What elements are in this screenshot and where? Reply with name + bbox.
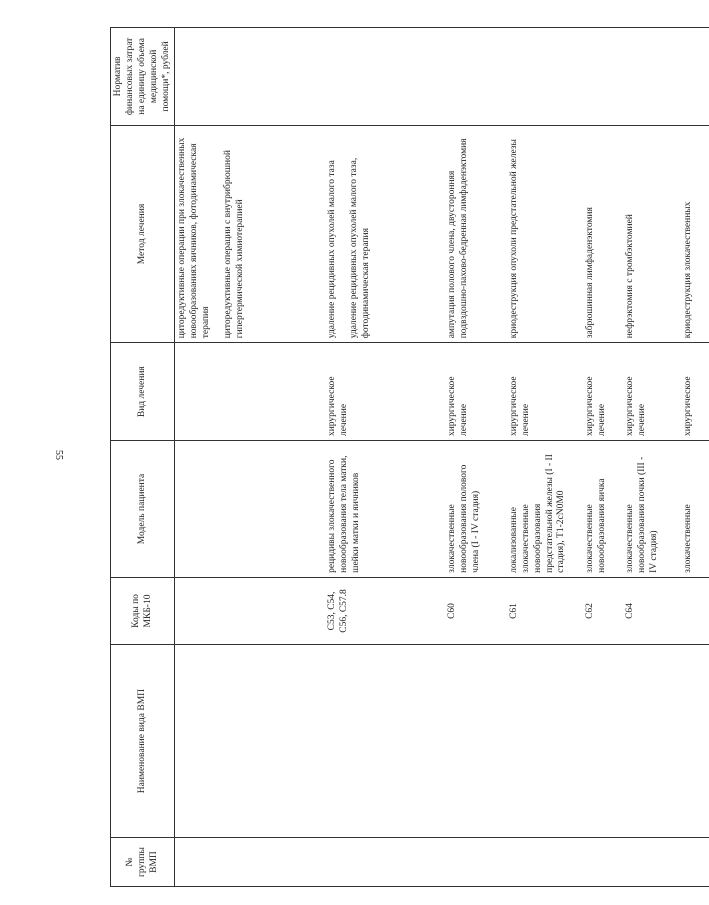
table-body: [175, 28, 709, 887]
cell-type: хирургическое лечение: [623, 343, 681, 441]
cell-norm: [325, 28, 445, 126]
cell-group: [325, 838, 445, 887]
method-item: циторедуктивные операции с внутрибрюшной гипертермической химиотерапией: [223, 150, 245, 339]
header-method: Метод лечения: [111, 125, 175, 342]
cell-name: [681, 645, 709, 838]
cell-name: [325, 645, 445, 838]
cell-type: хирургическое лечение: [507, 343, 583, 441]
cell-name: [445, 645, 507, 838]
cell-codes: C64: [623, 577, 681, 644]
table-row: [507, 28, 583, 887]
vmp-table: [110, 27, 709, 887]
cell-norm: [623, 28, 681, 126]
cell-method: [175, 125, 325, 342]
cell-codes: C53, C54, C56, C57.8: [325, 577, 445, 644]
table-row: [175, 28, 325, 887]
method-item: забрюшинная лимфаденэктомия: [584, 207, 595, 339]
cell-method: [507, 125, 583, 342]
page-number: 55: [53, 450, 64, 460]
cell-model: злокачественные: [681, 441, 709, 578]
cell-norm: [681, 28, 709, 126]
cell-name: [175, 645, 325, 838]
table-row: [583, 28, 623, 887]
rotated-table-container: [110, 27, 693, 887]
method-item: криодеструкция опухоли предстательной железы: [508, 139, 519, 339]
cell-method: [623, 125, 681, 342]
header-group: № группы ВМП: [111, 838, 175, 887]
method-item: нефрэктомия с тромбэктомией: [624, 214, 635, 339]
cell-group: [445, 838, 507, 887]
cell-model: злокачественные новообразования яичка: [583, 441, 623, 578]
cell-codes: C61: [507, 577, 583, 644]
cell-codes: [175, 577, 325, 644]
cell-codes: C60: [445, 577, 507, 644]
cell-group: [681, 838, 709, 887]
cell-method: [583, 125, 623, 342]
method-item: удаление рецидивных опухолей малого таза: [326, 160, 337, 339]
cell-type: хирургическое: [681, 343, 709, 441]
header-codes: Коды по МКБ-10: [111, 577, 175, 644]
method-item: криодеструкция злокачественных: [682, 201, 693, 339]
table-row: [445, 28, 507, 887]
method-item: ампутация полового члена, двусторонняя подвздошно-пахово-бедренная лимфаденэктомия: [446, 138, 469, 339]
header-name: Наименование вида ВМП: [111, 645, 175, 838]
cell-method: [325, 125, 445, 342]
cell-type: хирургическое лечение: [325, 343, 445, 441]
cell-model: злокачественные новообразования почки (III - IV стадия): [623, 441, 681, 578]
cell-codes: C62: [583, 577, 623, 644]
cell-norm: [507, 28, 583, 126]
header-model: Модель пациента: [111, 441, 175, 578]
cell-codes: [681, 577, 709, 644]
cell-name: [623, 645, 681, 838]
cell-group: [623, 838, 681, 887]
method-item: циторедуктивные операции при злокачественных новообразованиях яичников, фотодинамическая терапия: [177, 137, 212, 339]
header-row: [111, 28, 175, 887]
cell-group: [583, 838, 623, 887]
table-row: [623, 28, 681, 887]
cell-norm: [583, 28, 623, 126]
cell-name: [507, 645, 583, 838]
cell-type: [175, 343, 325, 441]
cell-type: хирургическое лечение: [583, 343, 623, 441]
cell-name: [583, 645, 623, 838]
cell-model: рецидивы злокачественного новообразования тела матки, шейки матки и яичников: [325, 441, 445, 578]
table-row: [325, 28, 445, 887]
header-norm: Норматив финансовых затрат на единицу объема медицинской помощи*, рублей: [111, 28, 175, 126]
cell-model: локализованные злокачественные новообразования предстательной железы (I - II стадия), T1-2cN0M0: [507, 441, 583, 578]
cell-group: [507, 838, 583, 887]
table-row: [681, 28, 709, 887]
method-item: удаление рецидивных опухолей малого таза, фотодинамическая терапия: [348, 157, 371, 339]
cell-model: злокачественные новообразования полового члена (I - IV стадия): [445, 441, 507, 578]
cell-norm: [175, 28, 325, 126]
cell-method: [445, 125, 507, 342]
cell-norm: [445, 28, 507, 126]
header-type: Вид лечения: [111, 343, 175, 441]
cell-type: хирургическое лечение: [445, 343, 507, 441]
cell-group: [175, 838, 325, 887]
cell-model: [175, 441, 325, 578]
cell-method: [681, 125, 709, 342]
